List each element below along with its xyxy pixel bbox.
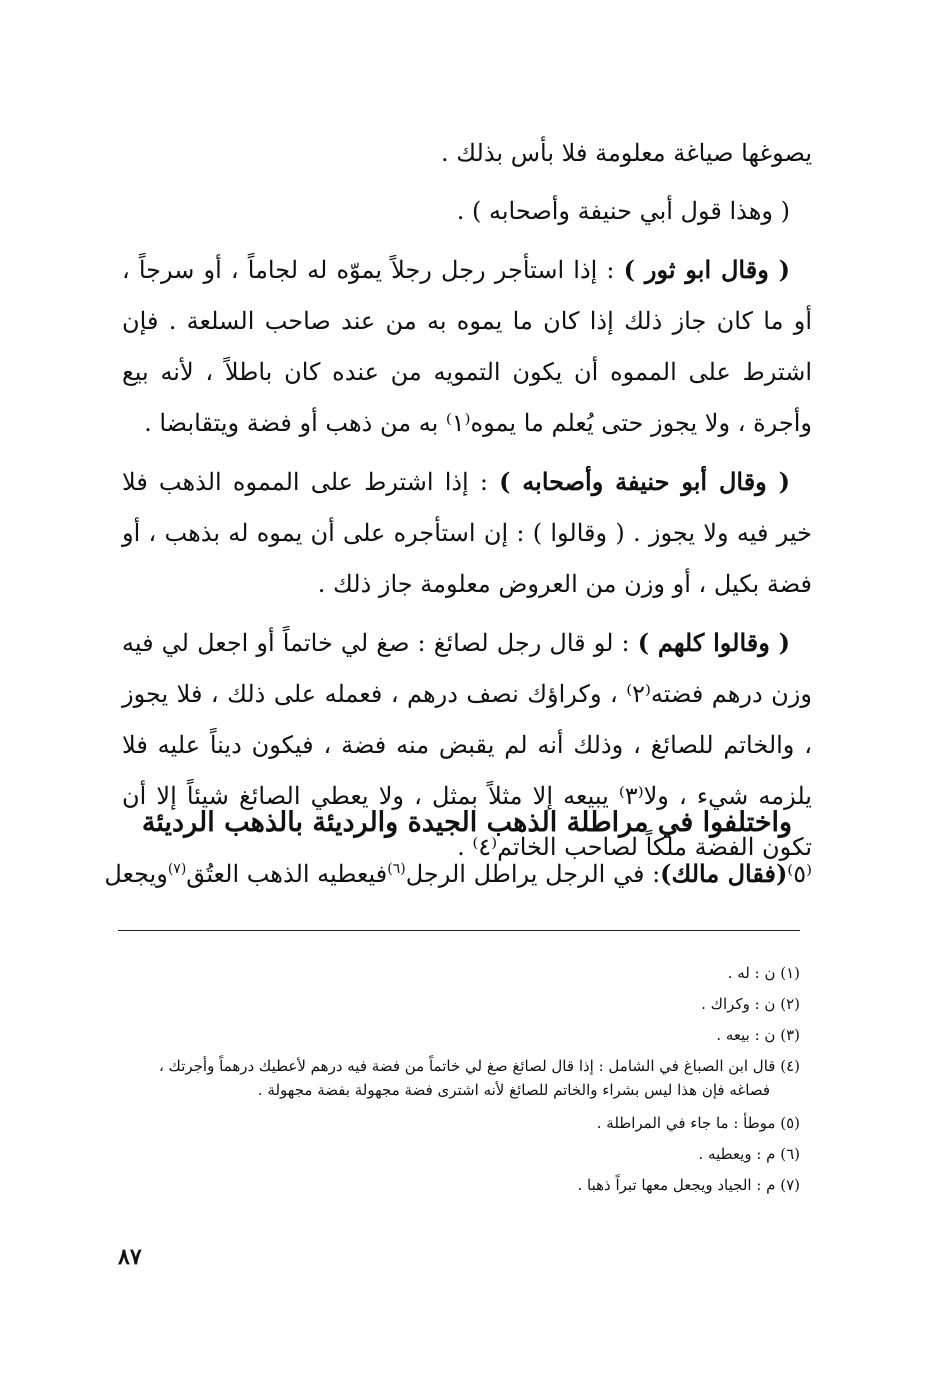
footnote-3: (٣) ن : بيعه .: [716, 1026, 800, 1044]
paragraph-3: [122, 244, 812, 449]
footnote-ref: (٧): [167, 861, 187, 877]
speaker-abu-thawr: ( وقال ابو ثور ): [623, 255, 791, 284]
paragraph-4: [122, 456, 812, 610]
paragraph-2: [122, 186, 812, 237]
footnotes: [120, 958, 800, 1201]
line-text: : في الرجل يراطل الرجل: [405, 860, 661, 888]
section-first-line: [104, 852, 812, 896]
line-text: ويجعل: [104, 860, 168, 888]
paragraph-text: : إذا اشترط على المموه الذهب فلا خير فيه ولا يجوز . ( وقالوا ) : إن استأجره على أن يموه له بذهب ، أو فضة بكيل ، أو وزن من العروض معلومة جاز ذلك .: [122, 468, 812, 598]
footnote-4-continued: فصاغه فإن هذا ليس بشراء والخاتم للصائغ لأنه اشترى فضة مجهولة بفضة مجهولة .: [257, 1081, 770, 1099]
footnote-6: (٦) م : ويعطيه .: [698, 1145, 800, 1163]
line-text: فيعطيه الذهب العتُق: [186, 860, 388, 888]
footnote-2: (٢) ن : وكراك .: [701, 995, 800, 1013]
paragraph-text: ( وهذا قول أبي حنيفة وأصحابه ) .: [456, 197, 790, 225]
footnote-5: (٥) موطأ : ما جاء في المراطلة .: [596, 1114, 800, 1132]
speaker-all: ( وقالوا كلهم ): [637, 628, 791, 657]
footnote-7: (٧) م : الجياد ويجعل معها تبراً ذهبا .: [577, 1176, 800, 1194]
footnote-separator: [118, 930, 800, 931]
paragraph-text: يصوغها صياغة معلومة فلا بأس بذلك .: [441, 139, 812, 167]
paragraph-text: : لو قال رجل لصائغ : صغ لي خاتماً أو اجعل لي فيه وزن درهم فضته⁽٢⁾ ، وكراؤك نصف درهم ، فعمله على ذلك ، فلا يجوز ، والخاتم للصائغ ، وذلك أنه لم يقبض منه فضة ، فيكون ديناً عليه فلا يلزمه شيء ، ولا⁽٣⁾ يبيعه إلا مثلاً بمثل ، ولا يعطي الصائغ شيئاً إلا أن تكون الفضة ملكاً لصاحب الخاتم⁽٤⁾ .: [122, 629, 812, 861]
paragraph-text: : إذا استأجر رجل رجلاً يموّه له لجاماً ، أو سرجاً ، أو ما كان جاز ذلك إذا كان ما يموه به من عند صاحب السلعة . فإن اشترط على المموه أن يكون التمويه من عنده كان باطلاً ، لأنه بيع وأجرة ، ولا يجوز حتى يُعلم ما يموه⁽١⁾ به من ذهب أو فضة ويتقابضا .: [122, 256, 813, 437]
footnote-ref: (٦): [387, 861, 406, 877]
main-text: [122, 128, 812, 880]
paragraph-1: [122, 128, 812, 179]
footnote-1: (١) ن : له .: [727, 964, 800, 982]
footnote-4: (٤) قال ابن الصباغ في الشامل : إذا قال لصائغ صغ لي خاتماً من فضة فيه درهم لأعطيك درهماً وأجرتك ،: [158, 1057, 800, 1075]
section-heading: واختلفوا في مراطلة الذهب الجيدة والرديئة بالذهب الرديئة: [141, 807, 793, 838]
footnote-marker: ⁽٥⁾: [787, 860, 812, 888]
speaker-malik: (فقال مالك): [660, 859, 788, 888]
page-number: ٨٧: [118, 1244, 142, 1270]
speaker-abu-hanifa: ( وقال أبو حنيفة وأصحابه ): [499, 467, 790, 496]
